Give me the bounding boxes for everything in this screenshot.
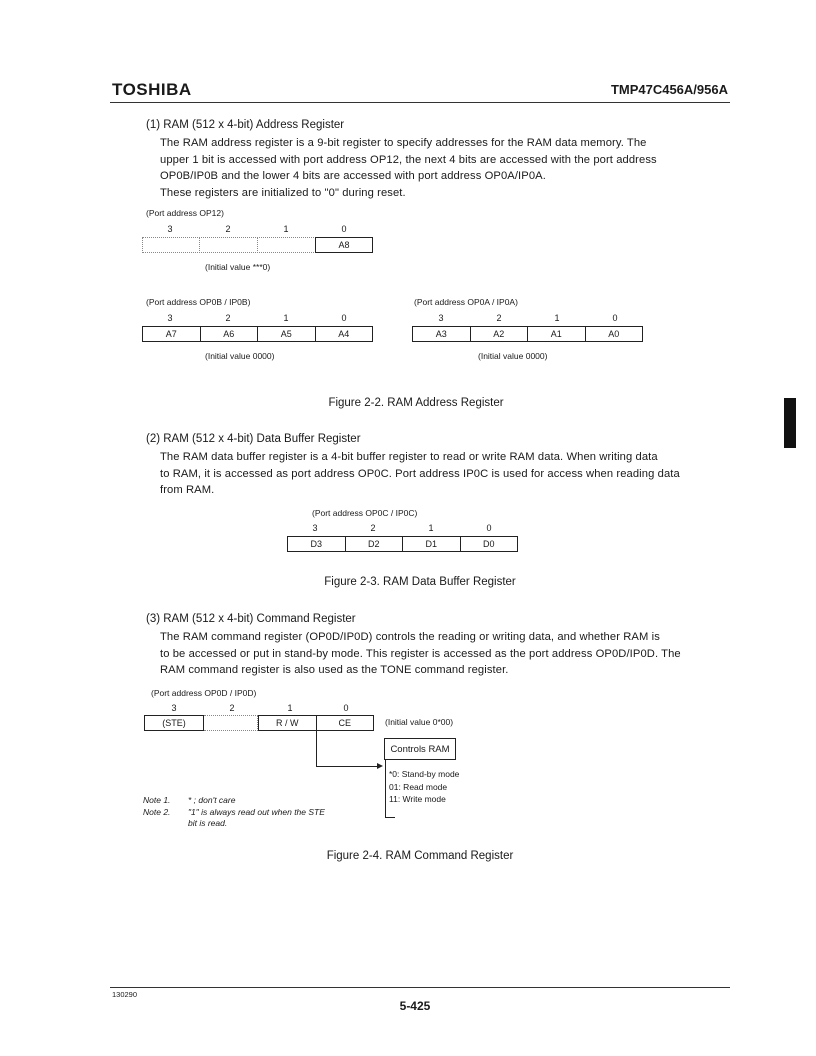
op0a-port-label: (Port address OP0A / IP0A) — [414, 297, 518, 307]
bit-number: 1 — [428, 523, 434, 533]
connector-vertical — [316, 731, 317, 767]
op0b-initial-value: (Initial value 0000) — [205, 351, 275, 361]
bit-rw: R / W — [276, 718, 299, 728]
bit-ste-label: (STE) — [162, 718, 186, 728]
mode-standby: *0: Stand-by mode — [389, 769, 460, 779]
bit-ce: CE — [316, 716, 374, 730]
footer-code: 130290 — [112, 990, 138, 999]
op0c-port-label: (Port address OP0C / IP0C) — [312, 508, 418, 518]
section3-line-2: to be accessed or put in stand-by mode. This register is accessed as the port address OP0D/IP0D. The — [160, 647, 681, 660]
bracket-foot — [385, 817, 395, 818]
bit-number: 0 — [341, 224, 347, 234]
dotted-divider — [199, 237, 200, 253]
figure-2-4-caption: Figure 2-4. RAM Command Register — [326, 850, 514, 862]
bit-number: 0 — [486, 523, 492, 533]
bit-2-unused — [204, 715, 258, 731]
section1-line-4: These registers are initialized to "0" during reset. — [160, 186, 406, 199]
bit-number: 3 — [167, 224, 173, 234]
header-rule — [110, 102, 730, 103]
section1-heading: (1) RAM (512 x 4-bit) Address Register — [146, 119, 345, 131]
bit-a1: A1 — [527, 327, 585, 341]
bit-a4: A4 — [315, 327, 373, 341]
figure-2-3-caption: Figure 2-3. RAM Data Buffer Register — [324, 576, 516, 588]
section3-line-1: The RAM command register (OP0D/IP0D) controls the reading or writing data, and whether RAM is — [160, 631, 660, 643]
note-2-continuation: bit is read. — [188, 818, 228, 828]
dotted-divider — [257, 237, 258, 253]
bit-number: 2 — [370, 523, 376, 533]
bit-number: 2 — [229, 703, 235, 713]
op0a-register — [412, 326, 643, 342]
bit-ste — [144, 715, 204, 731]
op12-initial-value: (Initial value ***0) — [205, 262, 271, 272]
bit-number: 3 — [438, 313, 444, 323]
figure-2-2-caption: Figure 2-2. RAM Address Register — [328, 397, 504, 409]
bit-number: 0 — [343, 703, 349, 713]
bit-number: 2 — [496, 313, 502, 323]
section1-line-3: OP0B/IP0B and the lower 4 bits are accessed with port address OP0A/IP0A. — [160, 170, 546, 183]
note-2-label: Note 2. — [143, 806, 171, 817]
bit-a6: A6 — [200, 327, 258, 341]
section-tab-marker — [784, 398, 796, 448]
section2-line-1: The RAM data buffer register is a 4-bit buffer register to read or write RAM data. When writing data — [160, 451, 658, 463]
bit-number: 3 — [312, 523, 318, 533]
mode-read: 01: Read mode — [389, 781, 448, 792]
section3-line-3: RAM command register is also used as the TONE command register. — [160, 664, 509, 677]
section1-line-2: upper 1 bit is accessed with port address OP12, the next 4 bits are accessed with the port address — [160, 153, 657, 166]
section3-body — [160, 629, 732, 679]
bit-d3: D3 — [310, 539, 322, 549]
arrow-head-icon — [377, 763, 383, 769]
op0b-register — [142, 326, 373, 342]
bit-number: 2 — [225, 224, 231, 234]
bit-number: 0 — [341, 313, 347, 323]
connector-horizontal — [316, 766, 378, 767]
bit-a3: A3 — [435, 329, 447, 339]
section2-line-2: to RAM, it is accessed as port address OP0C. Port address IP0C is used for access when reading data — [160, 467, 680, 480]
bit-a5: A5 — [257, 327, 315, 341]
note-1-label: Note 1. — [143, 795, 171, 805]
note-1-text: * ; don't care — [188, 795, 236, 805]
section3-heading: (3) RAM (512 x 4-bit) Command Register — [146, 613, 356, 625]
bit-number: 3 — [171, 703, 177, 713]
page-number: 5-425 — [399, 999, 431, 1013]
op12-register — [315, 237, 373, 253]
op0d-register-rw-ce — [258, 715, 374, 731]
section2-line-3: from RAM. — [160, 484, 215, 497]
bracket-vertical — [385, 760, 386, 818]
bit-a7: A7 — [165, 329, 177, 339]
bit-number: 1 — [554, 313, 560, 323]
section2-body — [160, 449, 732, 499]
section1-body — [160, 135, 732, 201]
bit-number: 1 — [283, 313, 289, 323]
bit-number: 3 — [167, 313, 173, 323]
bit-number: 2 — [225, 313, 231, 323]
section2-heading: (2) RAM (512 x 4-bit) Data Buffer Register — [146, 433, 361, 445]
controls-ram-box: Controls RAM — [384, 738, 456, 760]
bit-d2: D2 — [345, 537, 403, 551]
bit-a0: A0 — [585, 327, 643, 341]
bit-d1: D1 — [402, 537, 460, 551]
bit-d0: D0 — [460, 537, 518, 551]
op12-unused-bits — [142, 237, 316, 253]
bit-a2: A2 — [470, 327, 528, 341]
bit-number: 1 — [287, 703, 293, 713]
bit-a8: A8 — [338, 240, 350, 250]
mode-list — [389, 768, 459, 806]
section1-line-1: The RAM address register is a 9-bit register to specify addresses for the RAM data memory. The — [160, 137, 647, 149]
mode-write: 11: Write mode — [389, 794, 446, 804]
op12-port-label: (Port address OP12) — [146, 208, 224, 218]
note-2-text: "1" is always read out when the STE — [188, 806, 325, 817]
op0b-port-label: (Port address OP0B / IP0B) — [146, 297, 251, 307]
op0c-register — [287, 536, 518, 552]
bit-number: 0 — [612, 313, 618, 323]
op0d-initial-value: (Initial value 0*00) — [385, 717, 454, 727]
footer-rule — [110, 987, 730, 988]
brand-logo: TOSHIBA — [112, 80, 192, 99]
op0a-initial-value: (Initial value 0000) — [478, 351, 548, 361]
notes — [143, 795, 325, 830]
op0d-port-label: (Port address OP0D / IP0D) — [151, 688, 257, 698]
bit-number: 1 — [283, 224, 289, 234]
part-number: TMP47C456A/956A — [610, 82, 728, 97]
